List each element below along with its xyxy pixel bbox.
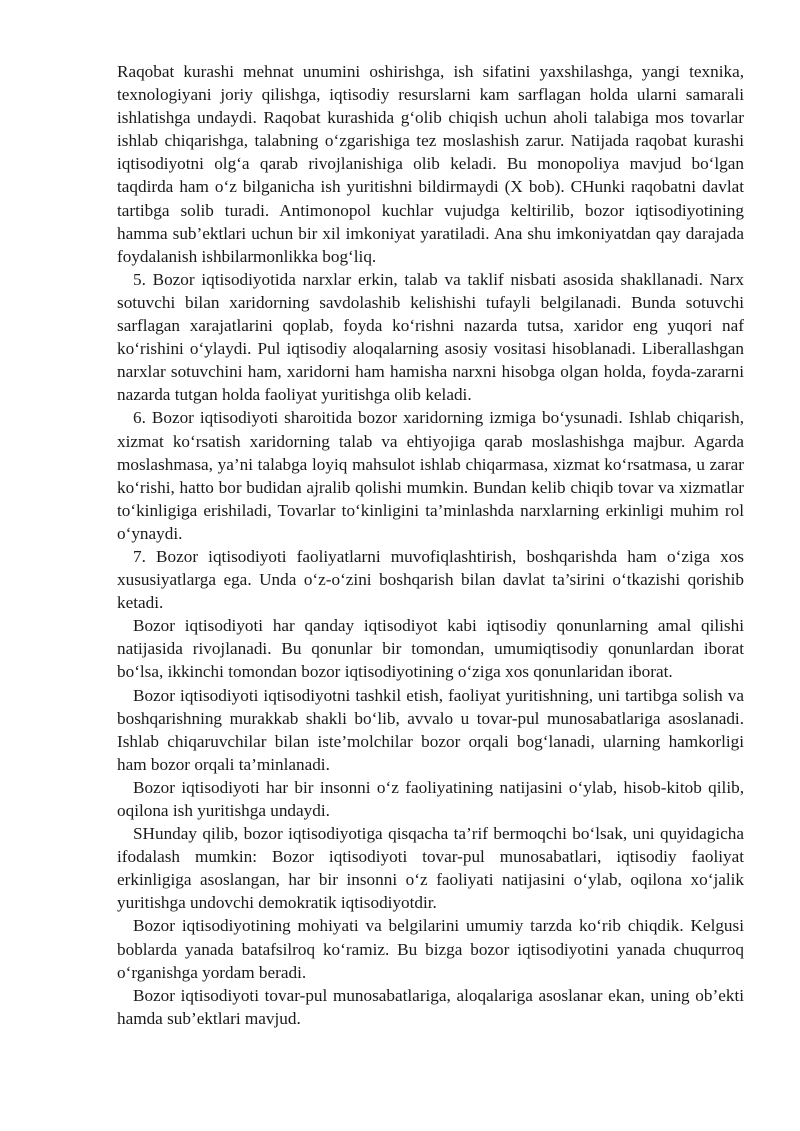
paragraph-object-subjects: Bozor iqtisodiyoti tovar-pul munosabatlariga, aloqalariga asoslanar ekan, uning ob’ekti hamda sub’ektlari mavjud. <box>117 985 744 1028</box>
paragraph-definition: SHunday qilib, bozor iqtisodiyotiga qisqacha ta’rif bermoqchi bo‘lsak, uni quyidagicha ifodalash mumkin: Bozor iqtisodiyoti tovar-pul munosabatlari, iqtisodiy faoliyat erkinligiga asoslangan, har bir insonni o‘z faoliyati natijasini o‘ylab, oqilona xo‘jalik yuritishga undovchi demokratik iqtisodiyotdir. <box>117 824 744 913</box>
document-page <box>117 60 744 1030</box>
paragraph-point-5-prices: 5. Bozor iqtisodiyotida narxlar erkin, talab va taklif nisbati asosida shakllanadi. Narx sotuvchi bilan xaridorning savdolashib kelishishi tufayli belgilanadi. Bunda sotuvchi sarflagan xarajatlarini qoplab, foyda ko‘rishni nazarda tutsa, xaridor eng yuqori naf ko‘rishini o‘ylaydi. Pul iqtisodiy aloqalarning asosiy vositasi hisoblanadi. Liberallashgan narxlar sotuvchini ham, xaridorni ham hamisha narxni hisobga olgan holda, foyda-zararni nazarda tutgan holda faoliyat yuritishga olib keladi. <box>117 269 744 405</box>
paragraph-competition: Raqobat kurashi mehnat unumini oshirishga, ish sifatini yaxshilashga, yangi texnika, texnologiyani joriy qilishga, iqtisodiy resurslarni kam sarflagan holda ularni samarali ishlatishga undaydi. Raqobat kurashida g‘olib chiqish uchun aholi talabiga mos tovarlar ishlab chiqarishga, talabning o‘zgarishiga tez moslashish zarur. Natijada raqobat kurashi iqtisodiyotni olg‘a qarab rivojlanishiga olib keladi. Bu monopoliya mavjud bo‘lgan taqdirda ham o‘z bilganicha ish yuritishni bildirmaydi (X bob). CHunki raqobatni davlat tartibga solib turadi. Antimonopol kuchlar vujudga keltirilib, bozor iqtisodiyotining hamma sub’ektlari uchun bir xil imkoniyat yaratiladi. Ana shu imkoniyatdan qay darajada foydalanish ishbilarmonlikka bog‘liq. <box>117 62 744 266</box>
paragraph-point-7-coordination: 7. Bozor iqtisodiyoti faoliyatlarni muvofiqlashtirish, boshqarishda ham o‘ziga xos xususiyatlarga ega. Unda o‘z-o‘zini boshqarish bilan davlat ta’sirini o‘tkazishi qorishib ketadi. <box>117 546 744 613</box>
paragraph-summary: Bozor iqtisodiyotining mohiyati va belgilarini umumiy tarzda ko‘rib chiqdik. Kelgusi boblarda yanada batafsilroq ko‘ramiz. Bu bizga bozor iqtisodiyotini yanada chuqurroq o‘rganishga yordam beradi. <box>117 916 744 982</box>
paragraph-economic-laws: Bozor iqtisodiyoti har qanday iqtisodiyot kabi iqtisodiy qonunlarning amal qilishi natijasida rivojlanadi. Bu qonunlar bir tomondan, umumiqtisodiy qonunlardan iborat bo‘lsa, ikkinchi tomondan bozor iqtisodiyotining o‘ziga xos qonunlaridan iborat. <box>117 616 744 682</box>
paragraph-rational-management: Bozor iqtisodiyoti har bir insonni o‘z faoliyatining natijasini o‘ylab, hisob-kitob qilib, oqilona ish yuritishga undaydi. <box>117 777 744 820</box>
paragraph-organization: Bozor iqtisodiyoti iqtisodiyotni tashkil etish, faoliyat yuritishning, uni tartibga solish va boshqarishning murakkab shakli bo‘lib, avvalo u tovar-pul munosabatlariga asoslanadi. Ishlab chiqaruvchilar bilan iste’molchilar bozor orqali bog‘lanadi, ularning hamkorligi ham bozor orqali ta’minlanadi. <box>117 685 744 774</box>
paragraph-point-6-buyer: 6. Bozor iqtisodiyoti sharoitida bozor xaridorning izmiga bo‘ysunadi. Ishlab chiqarish, xizmat ko‘rsatish xaridorning talab va ehtiyojiga qarab moslashishga majbur. Agarda moslashmasa, ya’ni talabga loyiq mahsulot ishlab chiqarmasa, xizmat ko‘rsatmasa, u zarar ko‘rishi, hatto bor budidan ajralib qolishi mumkin. Bundan kelib chiqib tovar va xizmatlar to‘kinligiga erishiladi, Tovarlar to‘kinligini ta’minlashda narxlarning erkinligi muhim rol o‘ynaydi. <box>117 408 744 543</box>
